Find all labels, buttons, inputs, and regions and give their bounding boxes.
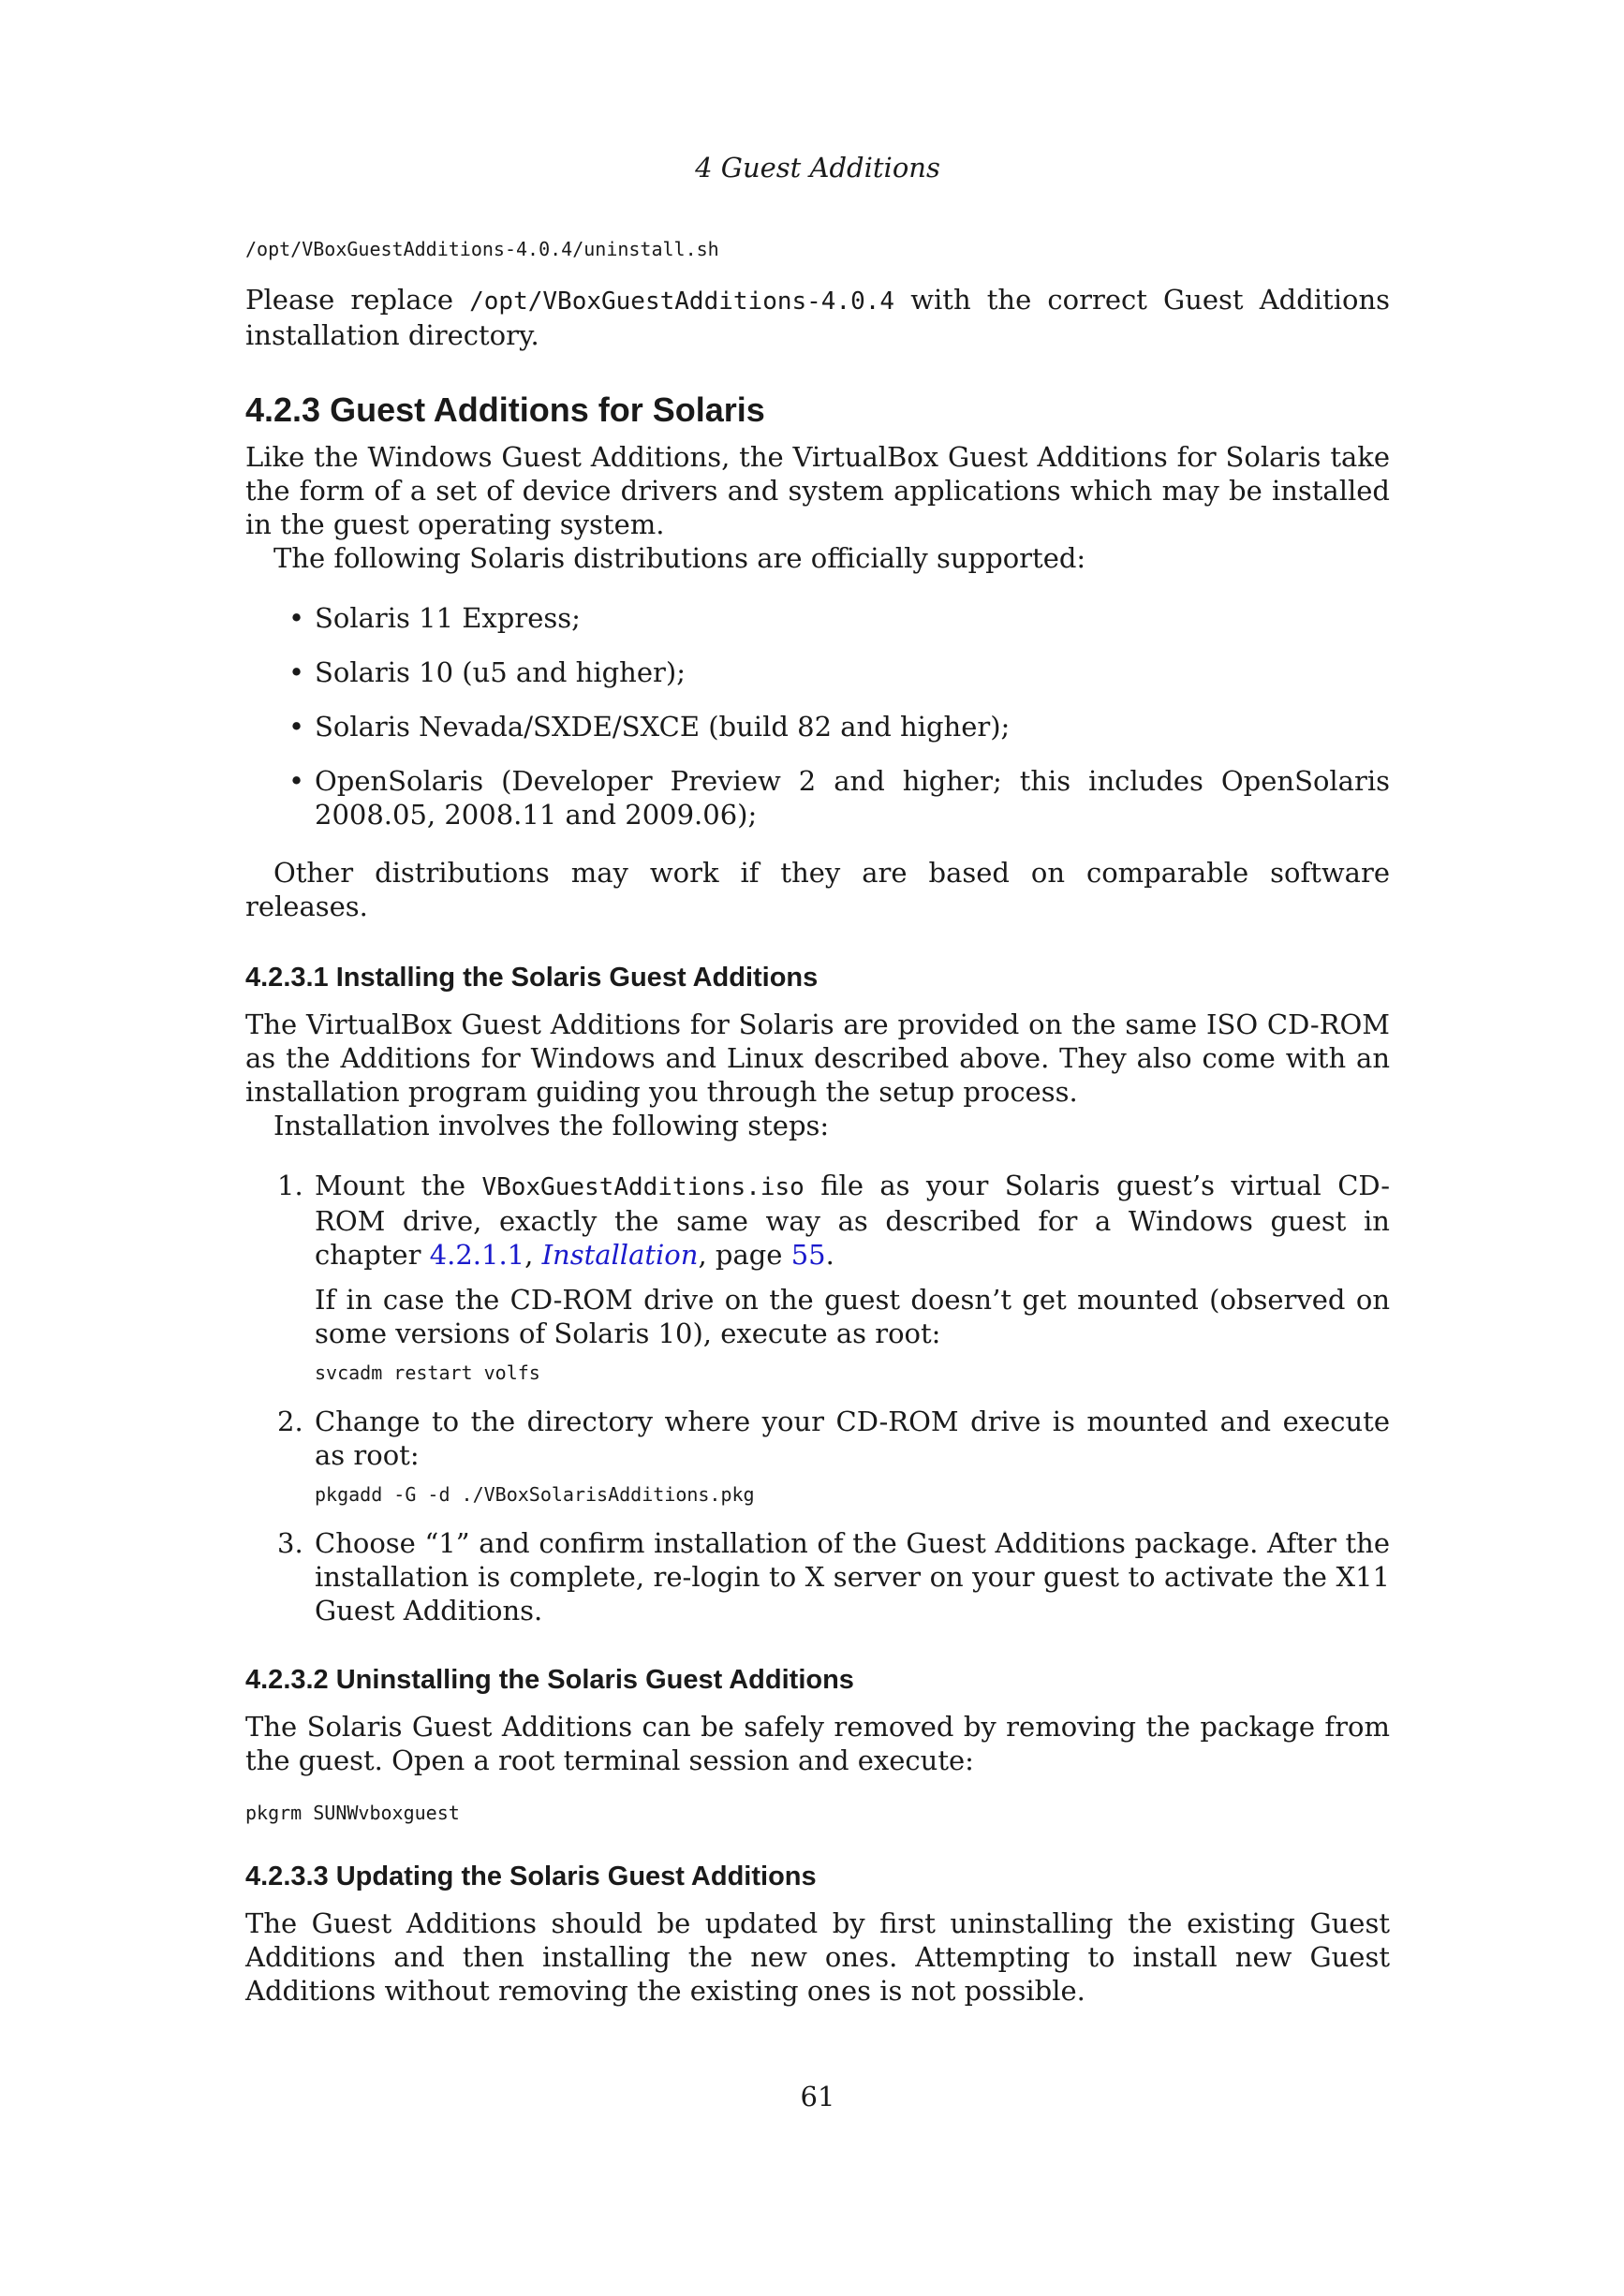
chapter-ref-link[interactable]: 4.2.1.1 (429, 1239, 525, 1271)
uninstall-command: /opt/VBoxGuestAdditions-4.0.4/uninstall.sh (245, 238, 719, 260)
installation-ref-link[interactable]: Installation (541, 1239, 699, 1271)
replace-text-after: with the correct Guest Additions installation directory. (245, 284, 1390, 351)
step-text: Change to the directory where your CD-ROM drive is mounted and execute as root: (315, 1406, 1390, 1471)
bullet-icon: • (288, 602, 305, 634)
document-page (245, 0, 1390, 2296)
bullet-icon: • (288, 656, 305, 688)
updating-paragraph: The Guest Additions should be updated by first uninstalling the existing Guest Additions and then installing the new ones. Attempting to install new Guest Additions without removing the existing ones is not possible. (245, 1907, 1390, 2007)
step-item (245, 1526, 1390, 1627)
page-ref-link[interactable]: 55 (790, 1239, 826, 1271)
page-content (245, 236, 1390, 2008)
installation-steps (245, 1169, 1390, 1627)
replace-path-paragraph (245, 283, 1390, 352)
step-note: If in case the CD-ROM drive on the guest doesn’t get mounted (observed on some versions of Solaris 10), execute as root: (315, 1284, 1390, 1349)
distribution-list (245, 601, 1390, 832)
list-item: • Solaris 10 (u5 and higher); (288, 656, 686, 688)
step-item (245, 1405, 1390, 1508)
list-item: • Solaris 11 Express; (288, 602, 581, 634)
supported-distributions-intro: The following Solaris distributions are officially supported: (273, 542, 1086, 574)
step-number: 2. (277, 1406, 303, 1437)
solaris-intro-paragraph: Like the Windows Guest Additions, the VirtualBox Guest Additions for Solaris take the form of a set of device drivers and system applications which may be installed in the guest operating system. (245, 441, 1390, 540)
step-text: Mount the VBoxGuestAdditions.iso file as your Solaris guest’s virtual CD-ROM drive, exactly the same way as described for a Windows guest in chapter 4.2.1.1, Installation, page 55. (315, 1170, 1390, 1271)
install-dir-code: /opt/VBoxGuestAdditions-4.0.4 (469, 287, 895, 316)
replace-text-before: Please replace (245, 284, 470, 316)
step-text: Choose “1” and confirm installation of the Guest Additions package. After the installation is complete, re-login to X server on your guest to activate the X11 Guest Additions. (315, 1527, 1390, 1626)
other-distributions-paragraph: Other distributions may work if they are based on comparable software releases. (245, 857, 1390, 922)
installation-steps-intro: Installation involves the following steps: (273, 1110, 830, 1141)
step-number: 1. (277, 1170, 303, 1201)
subsection-heading-uninstalling: 4.2.3.2 Uninstalling the Solaris Guest Additions (245, 1665, 854, 1695)
svcadm-command: svcadm restart volfs (315, 1361, 540, 1384)
bullet-icon: • (288, 711, 305, 743)
installing-intro-paragraph: The VirtualBox Guest Additions for Solaris are provided on the same ISO CD-ROM as the Additions for Windows and Linux described above. They also come with an installation program guiding you through the setup process. (245, 1008, 1390, 1108)
page-number: 61 (800, 2081, 835, 2112)
pkgadd-command: pkgadd -G -d ./VBoxSolarisAdditions.pkg (315, 1483, 755, 1506)
step-item (245, 1169, 1390, 1386)
step-number: 3. (277, 1527, 303, 1559)
section-heading-solaris: 4.2.3 Guest Additions for Solaris (245, 390, 765, 429)
running-header: 4 Guest Additions (695, 152, 940, 184)
pkgrm-command: pkgrm SUNWvboxguest (245, 1802, 460, 1824)
subsection-heading-updating: 4.2.3.3 Updating the Solaris Guest Additions (245, 1862, 817, 1891)
subsection-heading-installing: 4.2.3.1 Installing the Solaris Guest Additions (245, 963, 819, 993)
list-item: • Solaris Nevada/SXDE/SXCE (build 82 and higher); (288, 711, 1011, 743)
uninstalling-paragraph: The Solaris Guest Additions can be safely removed by removing the package from the guest. Open a root terminal session and execute: (245, 1711, 1390, 1776)
bullet-icon: • (288, 765, 305, 797)
list-item: • OpenSolaris (Developer Preview 2 and higher; this includes OpenSolaris 2008.05, 2008.11 and 2009.06); (288, 765, 1390, 831)
iso-filename-code: VBoxGuestAdditions.iso (481, 1173, 805, 1201)
